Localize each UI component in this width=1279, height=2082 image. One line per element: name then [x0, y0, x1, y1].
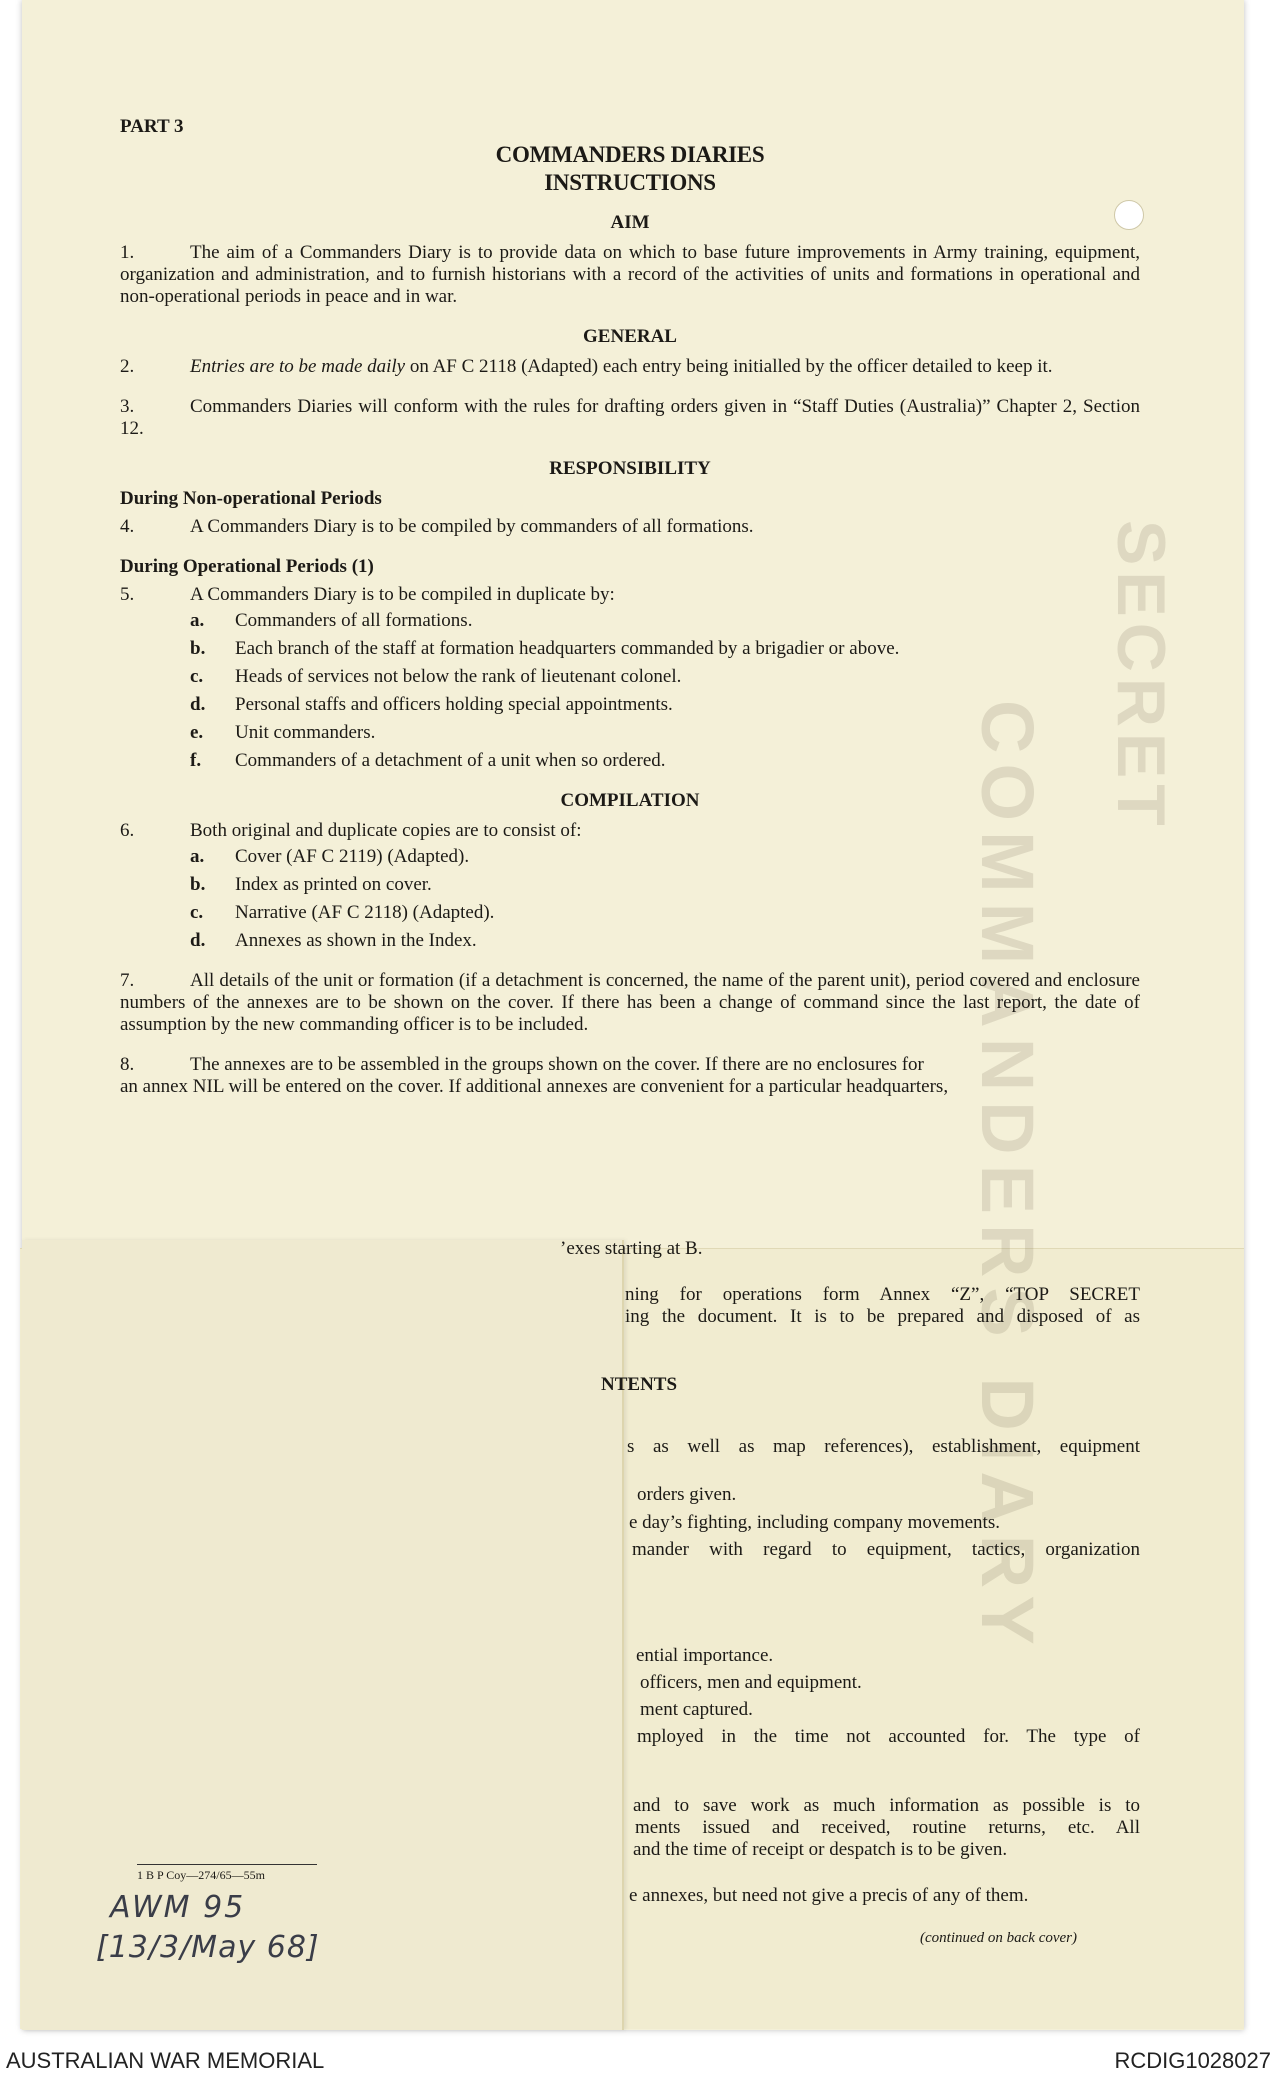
list-item: b. Each branch of the staff at formation headquarters commanded by a brigadier or above. [190, 638, 900, 659]
paragraph-italic-text: Entries are to be made daily [190, 356, 406, 377]
list-item: f. Commanders of a detachment of a unit when so ordered. [190, 750, 666, 771]
fragment-text: officers, men and equipment. [640, 1672, 862, 1693]
paragraph-number: 8. [120, 1054, 135, 1075]
paragraph-text-line1: The annexes are to be assembled in the groups shown on the cover. If there are no enclosures for [190, 1054, 924, 1075]
fragment-text: ment captured. [640, 1699, 753, 1720]
list-item: e. Unit commanders. [190, 722, 376, 743]
paragraph-number: 6. [120, 820, 135, 841]
subheading-operational: During Operational Periods (1) [120, 556, 374, 577]
list-item: c. Narrative (AF C 2118) (Adapted). [190, 902, 495, 923]
paragraph-text: The aim of a Commanders Diary is to provide data on which to base future improvements in Army training, equipment, organization and administration, and to furnish historians with a record of the activities of units and formations in operational and non-operational periods in peace and in war. [120, 242, 1140, 307]
list-item: a. Cover (AF C 2119) (Adapted). [190, 846, 470, 867]
fragment-text: ing the document. It is to be prepared and disposed of as [625, 1306, 1140, 1327]
fragment-text: and to save work as much information as possible is to [633, 1795, 1140, 1816]
footer-id: RCDIG1028027 [1114, 2048, 1271, 2073]
paragraph-8 [120, 1054, 1140, 1098]
paragraph-number: 7. [120, 970, 135, 991]
print-code: 1 B P Coy—274/65—55m [137, 1864, 317, 1883]
paragraph-number: 5. [120, 584, 135, 605]
continued-note: (continued on back cover) [920, 1930, 1078, 1946]
show-through-secret: SECRET [1103, 520, 1179, 832]
paragraph-number: 3. [120, 396, 135, 417]
show-through-title: COMMANDERS DIARY [966, 700, 1049, 1655]
footer-institution: AUSTRALIAN WAR MEMORIAL [6, 2048, 325, 2073]
list-item: a. Commanders of all formations. [190, 610, 473, 631]
fragment-text: orders given. [637, 1484, 737, 1505]
list-item: d. Annexes as shown in the Index. [190, 930, 477, 951]
paragraph-6 [120, 820, 1140, 842]
document-body [120, 116, 1140, 1098]
paragraph-4 [120, 516, 1140, 538]
subheading-non-operational: During Non-operational Periods [120, 488, 382, 509]
fragment-text: mployed in the time not accounted for. The type of [637, 1726, 1140, 1747]
list-item: b. Index as printed on cover. [190, 874, 432, 895]
paragraph-text: on AF C 2118 (Adapted) each entry being initialled by the officer detailed to keep it. [405, 356, 1053, 377]
paragraph-text-line2: an annex NIL will be entered on the cover. If additional annexes are convenient for a particular headquarters, [120, 1076, 949, 1097]
paragraph-text: Commanders Diaries will conform with the rules for drafting orders given in “Staff Duties (Australia)” Chapter 2, Section 12. [120, 396, 1140, 439]
paragraph-7 [120, 970, 1140, 1036]
paragraph-text: Both original and duplicate copies are to consist of: [190, 820, 582, 841]
handwritten-date: [13/3/May 68] [96, 1930, 320, 1965]
heading-general: GENERAL [583, 326, 677, 347]
paragraph-text: All details of the unit or formation (if a detachment is concerned, the name of the parent unit), period covered and enclosure numbers of the annexes are to be shown on the cover. If there has been a change of command since the last report, the date of assumption by the new commanding officer is to be included. [120, 970, 1140, 1035]
paragraph-5 [120, 584, 1140, 606]
fragment-text: ’exes starting at B. [560, 1238, 703, 1259]
fragment-text: mander with regard to equipment, tactics, organization [632, 1539, 1140, 1560]
heading-responsibility: RESPONSIBILITY [549, 458, 711, 479]
heading-compilation: COMPILATION [560, 790, 700, 811]
paragraph-2 [120, 356, 1140, 378]
paragraph-number: 1. [120, 242, 135, 263]
heading-aim: AIM [610, 212, 650, 233]
paragraph-5-list [120, 610, 1140, 772]
heading-contents-partial: NTENTS [601, 1374, 678, 1395]
paragraph-1 [120, 242, 1140, 308]
paragraph-text: A Commanders Diary is to be compiled in duplicate by: [190, 584, 615, 605]
title-commanders-diaries: COMMANDERS DIARIES [495, 142, 765, 167]
paragraph-3 [120, 396, 1140, 440]
title-instructions: INSTRUCTIONS [544, 170, 716, 195]
paragraph-6-list [120, 846, 1140, 952]
part-label: PART 3 [120, 116, 184, 137]
fragment-text: and the time of receipt or despatch is to be given. [633, 1839, 1008, 1860]
fragment-text: e annexes, but need not give a precis of any of them. [629, 1885, 1029, 1906]
list-item: d. Personal staffs and officers holding special appointments. [190, 694, 673, 715]
list-item: c. Heads of services not below the rank of lieutenant colonel. [190, 666, 682, 687]
paragraph-text: A Commanders Diary is to be compiled by commanders of all formations. [190, 516, 754, 537]
fragment-text: s as well as map references), establishment, equipment [627, 1436, 1140, 1457]
fragment-text: ments issued and received, routine returns, etc. All [635, 1817, 1140, 1838]
handwritten-reference: AWM 95 [110, 1890, 246, 1925]
paragraph-number: 2. [120, 356, 135, 377]
paragraph-number: 4. [120, 516, 135, 537]
fragment-text: ential importance. [636, 1645, 774, 1666]
fragment-text: ning for operations form Annex “Z”, “TOP SECRET [625, 1284, 1140, 1305]
fragment-text: e day’s fighting, including company movements. [629, 1512, 1000, 1533]
